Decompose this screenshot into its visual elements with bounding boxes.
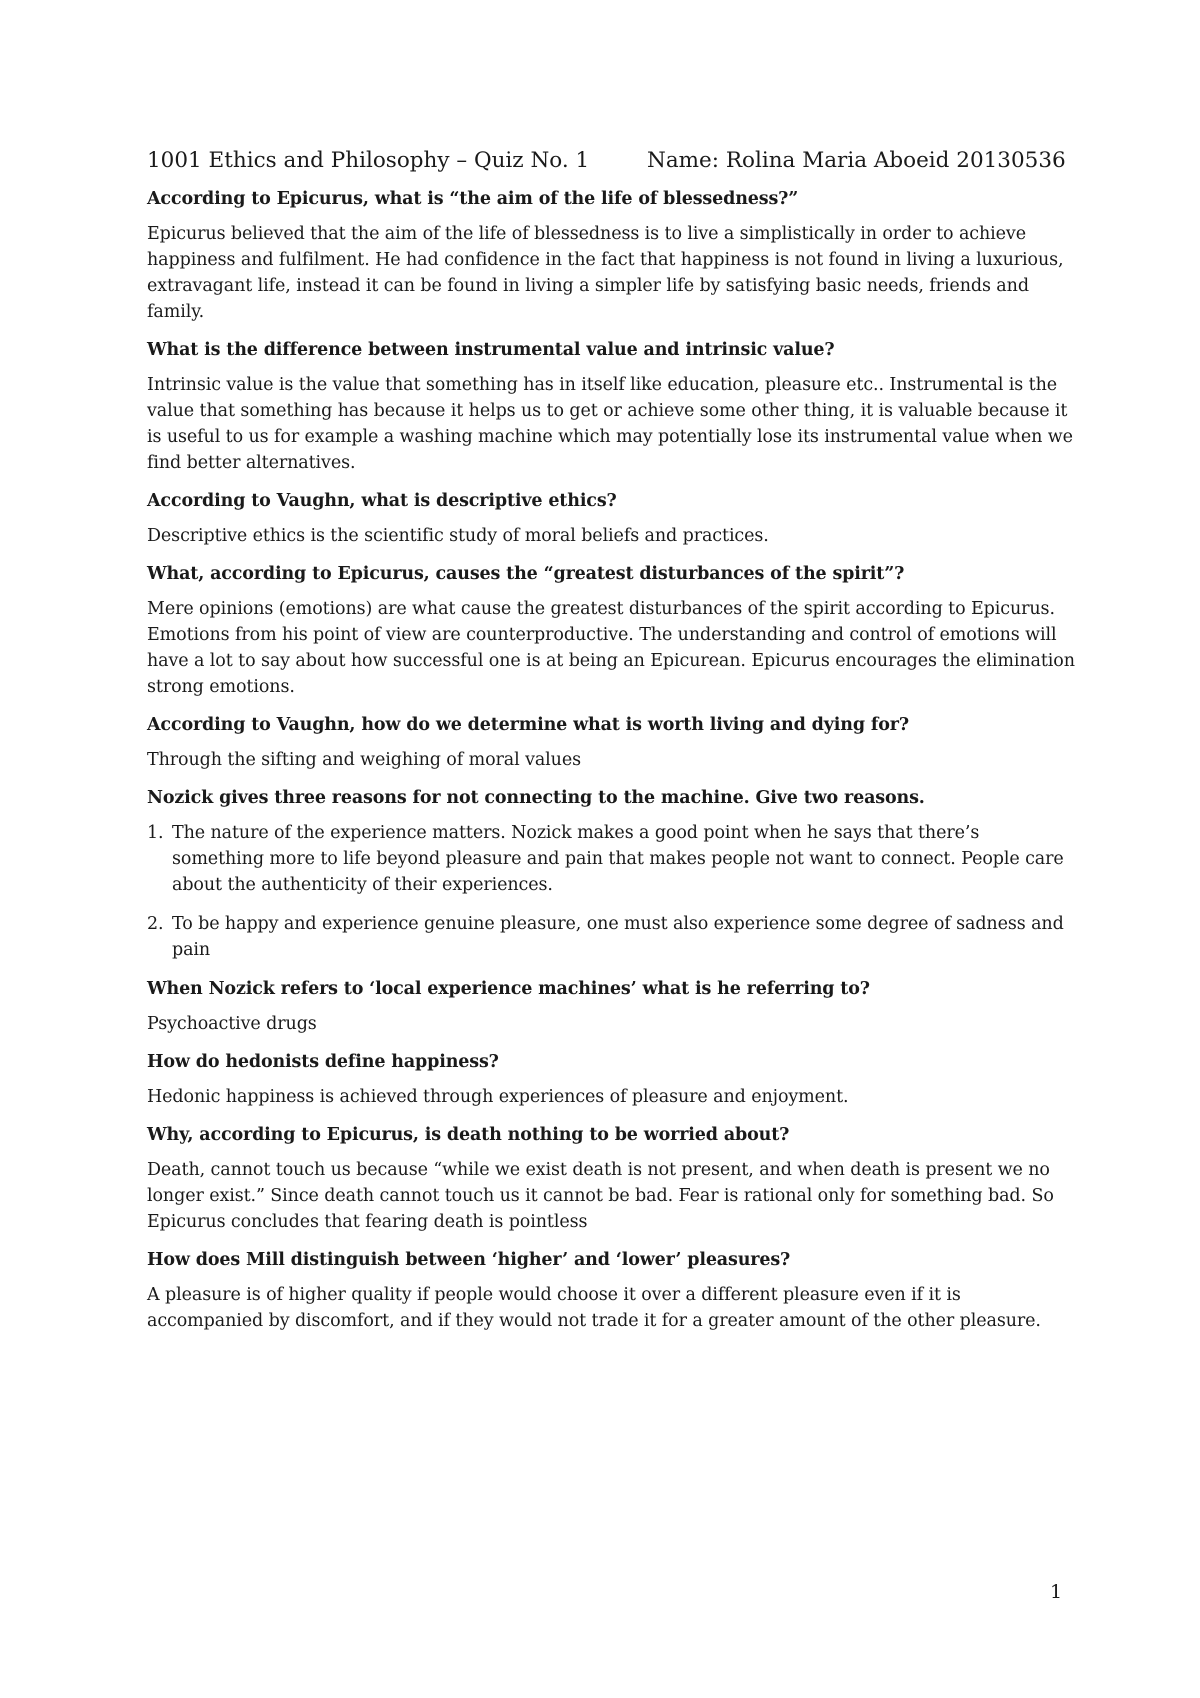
answer-list [147,820,1075,963]
list-item [147,820,1075,898]
answer: Mere opinions (emotions) are what cause the greatest disturbances of the spirit according to Epicurus. Emotions from his point of view are counterproductive. The understanding and control of emotions will have a lot to say about how successful one is at being an Epicurean. Epicurus encourages the elimination strong emotions. [147,599,1075,697]
answer: Death, cannot touch us because “while we exist death is not present, and when death is present we no longer exist.” Since death cannot touch us it cannot be bad. Fear is rational only for something bad. So Epicurus concludes that fearing death is pointless [147,1160,1054,1232]
qa-item-3 [147,488,1075,549]
qa-item-9 [147,1122,1075,1235]
list-text: To be happy and experience genuine pleasure, one must also experience some degree of sadness and pain [172,914,1064,960]
list-text: The nature of the experience matters. Nozick makes a good point when he says that there’s something more to life beyond pleasure and pain that makes people not want to connect. People care about the authenticity of their experiences. [172,823,1064,895]
answer: Intrinsic value is the value that something has in itself like education, pleasure etc.. Instrumental is the value that something has because it helps us to get or achieve some other thing, it is valuable because it is useful to us for example a washing machine which may potentially lose its instrumental value when we find better alternatives. [147,375,1073,473]
question: According to Epicurus, what is “the aim of the life of blessedness?” [147,189,799,209]
qa-item-5 [147,712,1075,773]
question: When Nozick refers to ‘local experience machines’ what is he referring to? [147,979,870,999]
question: How do hedonists define happiness? [147,1052,499,1072]
student-name: Name: Rolina Maria Aboeid 20130536 [647,148,1066,173]
course-quiz-title: 1001 Ethics and Philosophy – Quiz No. 1 [147,148,590,173]
list-number: 1. [147,823,164,843]
qa-item-7 [147,976,1075,1037]
answer: Epicurus believed that the aim of the life of blessedness is to live a simplistically in order to achieve happiness and fulfilment. He had confidence in the fact that happiness is not found in living a luxurious, extravagant life, instead it can be found in living a simpler life by satisfying basic needs, friends and family. [147,224,1064,322]
qa-item-2 [147,337,1075,476]
answer: Through the sifting and weighing of moral values [147,750,581,770]
document-body [147,146,1075,1346]
document-header [147,146,1075,176]
question: According to Vaughn, how do we determine what is worth living and dying for? [147,715,909,735]
answer: Psychoactive drugs [147,1014,317,1034]
qa-item-6 [147,785,1075,963]
question: How does Mill distinguish between ‘higher’ and ‘lower’ pleasures? [147,1250,791,1270]
question: According to Vaughn, what is descriptive ethics? [147,491,617,511]
question: What, according to Epicurus, causes the “greatest disturbances of the spirit”? [147,564,905,584]
question: Why, according to Epicurus, is death nothing to be worried about? [147,1125,790,1145]
answer: Descriptive ethics is the scientific study of moral beliefs and practices. [147,526,769,546]
qa-item-10 [147,1247,1075,1334]
question: Nozick gives three reasons for not connecting to the machine. Give two reasons. [147,788,925,808]
qa-item-4 [147,561,1075,700]
qa-item-1 [147,186,1075,325]
list-item [147,911,1075,963]
answer: A pleasure is of higher quality if people would choose it over a different pleasure even if it is accompanied by discomfort, and if they would not trade it for a greater amount of the other pleasure. [147,1285,1041,1331]
page-number: 1 [1050,1581,1063,1603]
answer: Hedonic happiness is achieved through experiences of pleasure and enjoyment. [147,1087,849,1107]
question: What is the difference between instrumental value and intrinsic value? [147,340,835,360]
list-number: 2. [147,914,164,934]
qa-item-8 [147,1049,1075,1110]
